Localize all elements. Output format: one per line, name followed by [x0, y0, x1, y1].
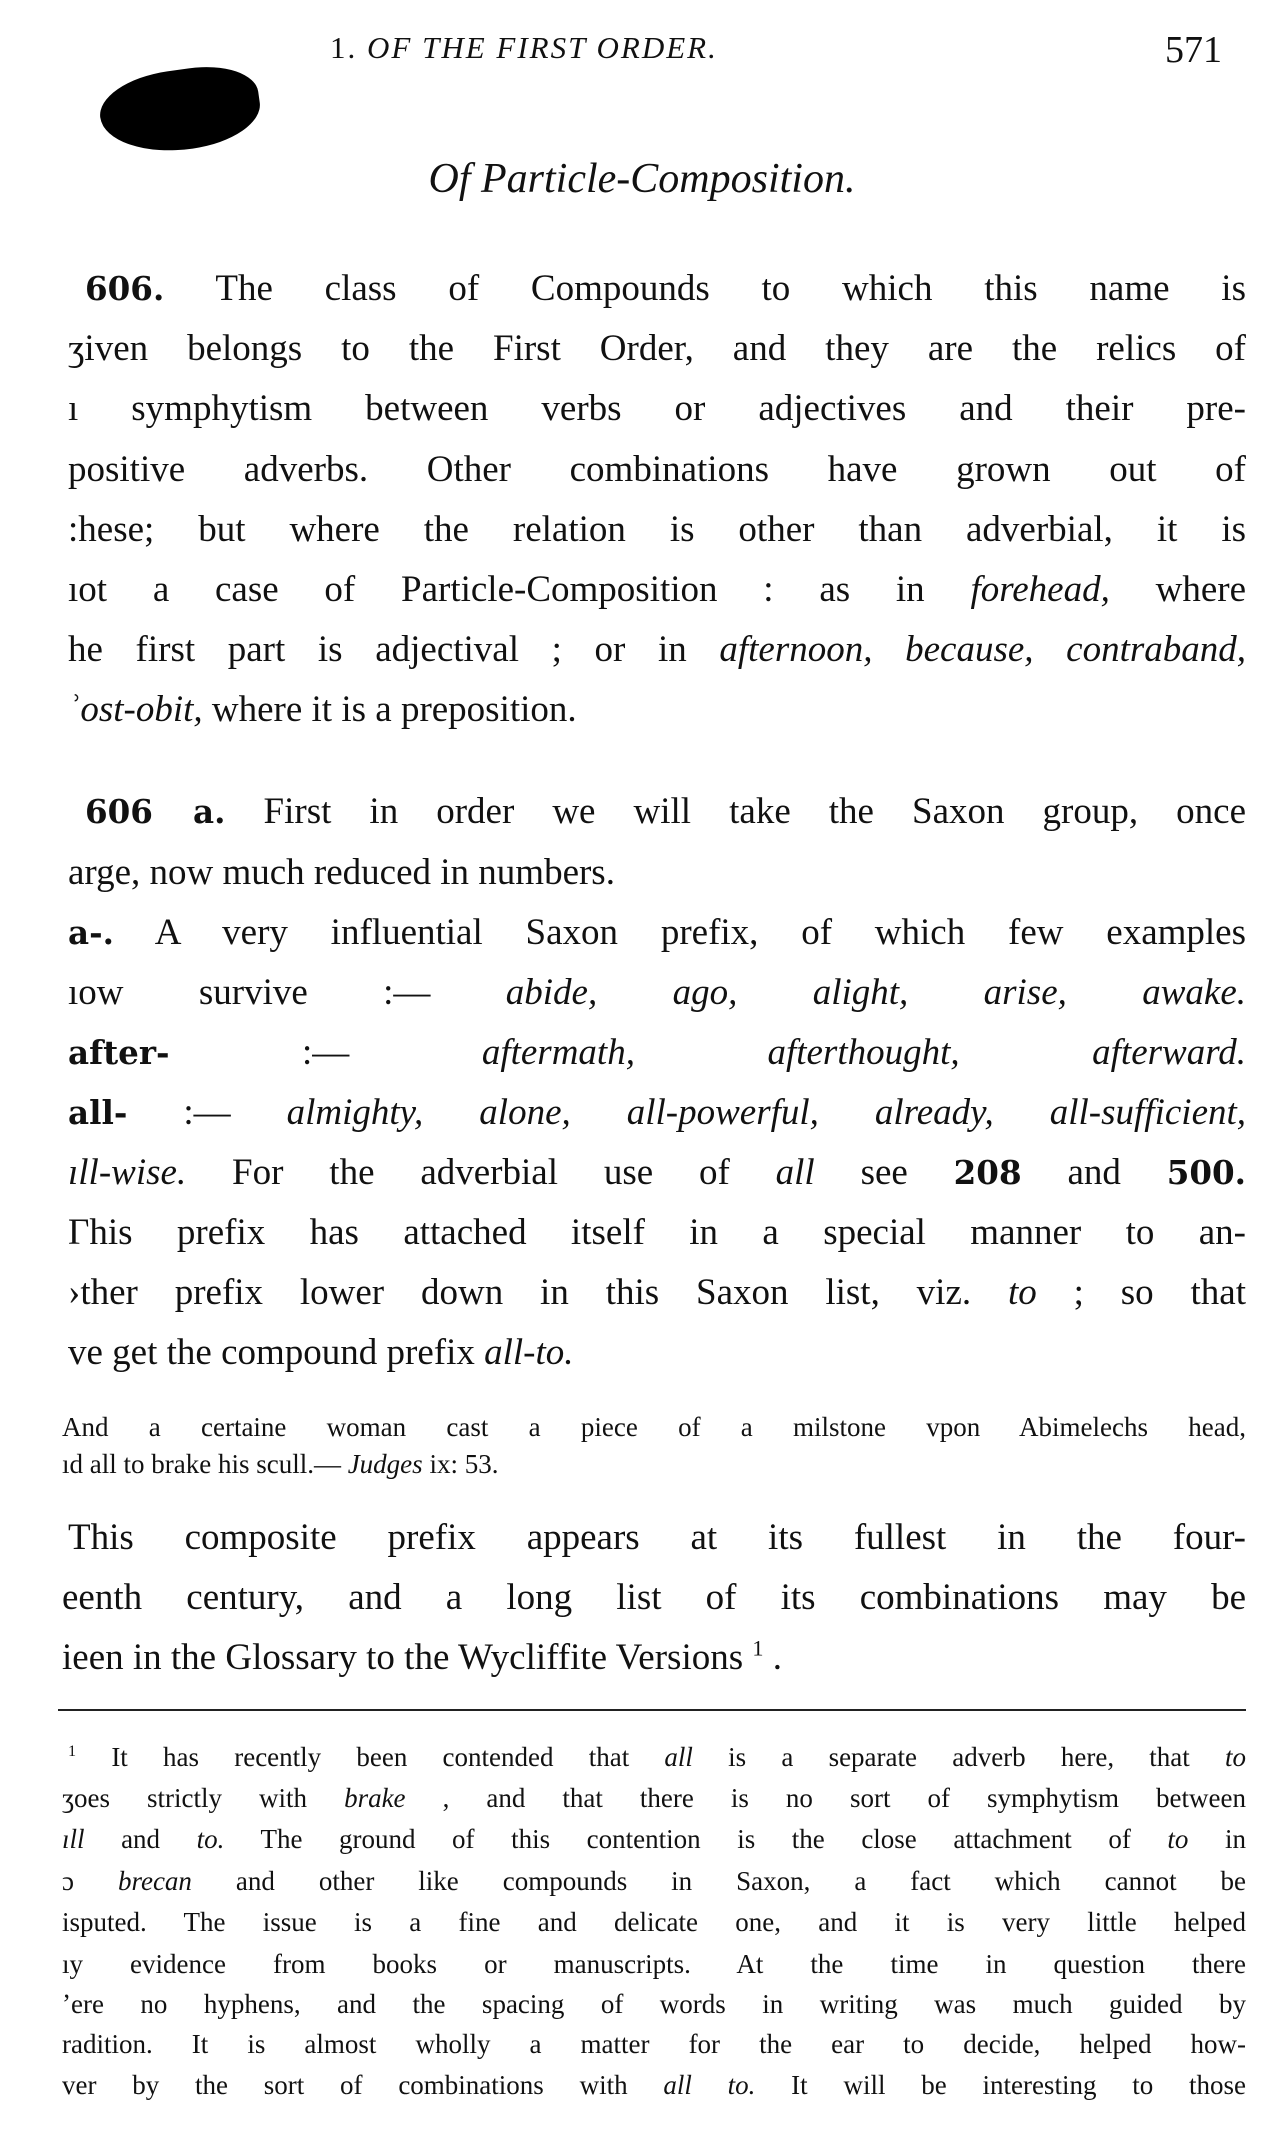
ink-blot — [95, 59, 265, 160]
pcomposite-line — [68, 1516, 1246, 1558]
text-run: see — [860, 1151, 954, 1193]
section-number: 208 — [953, 1152, 1022, 1192]
p606-line — [68, 327, 1246, 369]
text-run: It will be interesting to those — [791, 2069, 1246, 2100]
quote-line — [62, 1448, 1246, 1479]
text-run: Γhis prefix has attached itself in a special manner to an- — [68, 1211, 1246, 1253]
footnote-divider — [58, 1709, 1246, 1711]
p606a-line — [68, 1271, 1246, 1313]
text-run: ıd all to brake his scull.— — [62, 1448, 341, 1479]
footnote-marker: 1 — [752, 1635, 764, 1661]
text-run: ieen in the Glossary to the Wycliffite Versions — [62, 1636, 753, 1678]
text-run: isputed. The issue is a fine and delicate one, and it is very little helped — [62, 1906, 1246, 1937]
footnote-line — [62, 1906, 1246, 1937]
italic-text: Judges — [347, 1448, 423, 1479]
text-run: ix: 53. — [429, 1448, 499, 1479]
quote-line — [62, 1411, 1246, 1442]
italic-text: ʾost-obit, — [68, 688, 203, 730]
footnote-line — [68, 1741, 1247, 1772]
section-number: all- — [68, 1092, 128, 1132]
text-run: and other like compounds in Saxon, a fact which cannot be — [235, 1865, 1247, 1896]
italic-text: to — [1007, 1271, 1037, 1313]
italic-text: all — [775, 1151, 815, 1193]
italic-text: aftermath, afterthought, afterward. — [481, 1031, 1246, 1073]
text-run: ; so that — [1073, 1271, 1246, 1313]
italic-text: forehead, — [970, 568, 1110, 610]
italic-text: brake — [344, 1782, 406, 1813]
italic-text: to. — [196, 1823, 225, 1854]
text-run: ve get the compound prefix — [68, 1331, 485, 1373]
footnote-line — [62, 1948, 1246, 1979]
footnote-line — [62, 1988, 1246, 2019]
p606a-line — [68, 1331, 1246, 1373]
footnote-line — [62, 2028, 1246, 2059]
text-run: ʒiven belongs to the First Order, and they are the relics of — [68, 327, 1246, 369]
footnote-line — [62, 2069, 1246, 2100]
italic-text: all to. — [663, 2069, 756, 2100]
text-run: It has recently been contended that — [111, 1741, 665, 1772]
italic-text: ıll-wise. — [68, 1151, 187, 1193]
text-run: ʒoes strictly with — [62, 1782, 345, 1813]
running-header — [330, 30, 718, 66]
section-number: after- — [68, 1032, 170, 1072]
p606a-line — [68, 851, 1246, 893]
text-run: A very influential Saxon prefix, of which few examples — [154, 911, 1246, 953]
section-number: 500. — [1166, 1152, 1246, 1192]
text-run: is a separate adverb here, that — [728, 1741, 1225, 1772]
text-run: ver by the sort of combinations with — [62, 2069, 664, 2100]
text-run: And a certaine woman cast a piece of a milstone vpon Abimelechs head, — [62, 1411, 1246, 1442]
text-run: ı symphytism between verbs or adjectives and their pre- — [68, 387, 1246, 429]
page-number: 571 — [1165, 29, 1222, 71]
italic-text: abide, ago, alight, arise, awake. — [505, 971, 1247, 1013]
text-run: in — [1224, 1823, 1246, 1854]
footnote-line — [62, 1865, 1247, 1896]
footnote-line — [62, 1823, 1246, 1854]
p606-line — [68, 568, 1247, 610]
italic-text: to — [1167, 1823, 1189, 1854]
text-run: :— — [183, 1091, 231, 1133]
text-run: and — [121, 1823, 197, 1854]
text-run: ʼere no hyphens, and the spacing of words in writing was much guided by — [62, 1988, 1246, 2019]
p606a-line — [85, 790, 1246, 832]
text-run: radition. It is almost wholly a matter for the ear to decide, helped how- — [62, 2028, 1246, 2059]
text-run: eenth century, and a long list of its combinations may be — [62, 1576, 1246, 1618]
text-run: and — [1067, 1151, 1167, 1193]
italic-text: almighty, alone, all-powerful, already, all-sufficient, — [286, 1091, 1247, 1133]
p606-line — [68, 387, 1246, 429]
text-run: ıy evidence from books or manuscripts. At the time in question there — [62, 1948, 1246, 1979]
italic-text: afternoon, because, contraband, — [719, 628, 1246, 670]
italic-text: all-to. — [484, 1331, 574, 1373]
p606a-line — [68, 971, 1247, 1013]
italic-text: ıll — [62, 1823, 85, 1854]
section-number: 606. — [85, 268, 165, 308]
text-run: positive adverbs. Other combinations have grown out of — [68, 448, 1246, 490]
text-run: . — [772, 1636, 782, 1678]
text-run: arge, now much reduced in numbers. — [68, 851, 615, 893]
text-run: ɔ — [62, 1865, 118, 1896]
p606a-line — [68, 1211, 1246, 1253]
p606a-line — [68, 1091, 1247, 1133]
text-run: The ground of this contention is the close attachment of — [260, 1823, 1168, 1854]
running-title: OF THE FIRST ORDER. — [367, 30, 718, 65]
italic-text: brecan — [117, 1865, 192, 1896]
text-run: where — [1155, 568, 1247, 610]
footnote-marker: 1 — [68, 1741, 77, 1760]
p606-line — [68, 688, 1246, 730]
text-run: ›ther prefix lower down in this Saxon list, viz. — [68, 1271, 1008, 1313]
pcomposite-line — [62, 1635, 1246, 1678]
p606-line — [85, 267, 1246, 309]
text-run: For the adverbial use of — [232, 1151, 776, 1193]
section-number: 1. — [330, 30, 358, 65]
section-title: Of Particle-Composition. — [428, 156, 856, 202]
text-run: :— — [302, 1031, 350, 1073]
section-number: a-. — [68, 912, 114, 952]
text-run: This composite prefix appears at its fullest in the four- — [68, 1516, 1246, 1558]
section-number: 606 a. — [85, 791, 226, 831]
italic-text: to — [1225, 1741, 1247, 1772]
p606a-line — [68, 1031, 1246, 1073]
text-run: , and that there is no sort of symphytism between — [442, 1782, 1247, 1813]
text-run: :hese; but where the relation is other than adverbial, it is — [68, 508, 1246, 550]
text-run: where it is a preposition. — [211, 688, 577, 730]
text-run: First in order we will take the Saxon group, once — [263, 790, 1246, 832]
p606-line — [68, 448, 1246, 490]
text-run: ıow survive :— — [68, 971, 431, 1013]
text-run: ıot a case of Particle-Composition : as in — [68, 568, 971, 610]
p606-line — [68, 628, 1246, 670]
text-run: The class of Compounds to which this name is — [215, 267, 1246, 309]
p606a-line — [68, 911, 1246, 953]
pcomposite-line — [62, 1576, 1246, 1618]
italic-text: all — [664, 1741, 693, 1772]
p606-line — [68, 508, 1246, 550]
footnote-line — [62, 1782, 1247, 1813]
text-run: he first part is adjectival ; or in — [68, 628, 720, 670]
p606a-line — [68, 1151, 1246, 1193]
